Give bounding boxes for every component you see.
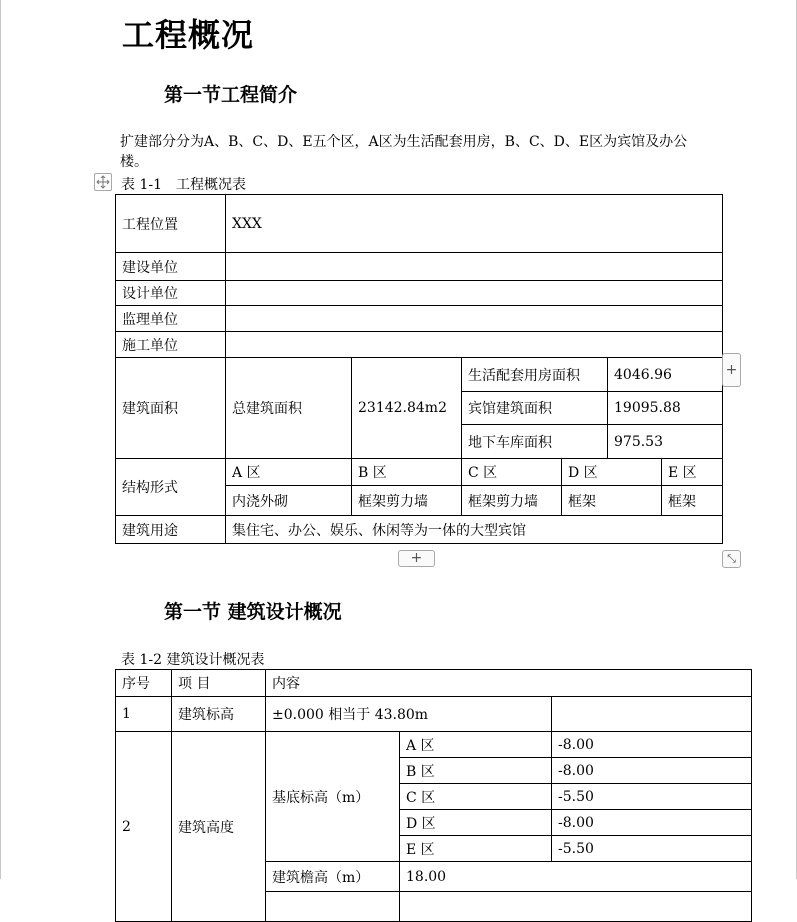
table-cell: -5.50 bbox=[552, 784, 752, 810]
table-cell: 框架 bbox=[562, 486, 662, 516]
table-cell: 结构形式 bbox=[116, 459, 226, 516]
table-cell: 建筑标高 bbox=[172, 697, 266, 732]
table-cell: 18.00 bbox=[400, 862, 752, 892]
table-cell: 建筑檐高（m） bbox=[266, 862, 400, 892]
table-cell: -8.00 bbox=[552, 810, 752, 836]
table-cell: 集住宅、办公、娱乐、休闲等为一体的大型宾馆 bbox=[226, 516, 723, 544]
table-cell: 项 目 bbox=[172, 670, 266, 697]
table-cell: 设计单位 bbox=[116, 281, 226, 306]
table-cell: 4046.96 bbox=[608, 358, 723, 392]
document-title: 工程概况 bbox=[122, 16, 255, 54]
resize-icon: ⤡ bbox=[727, 552, 736, 565]
table-cell: 监理单位 bbox=[116, 306, 226, 332]
table-cell: A 区 bbox=[226, 459, 352, 486]
table-cell: D 区 bbox=[562, 459, 662, 486]
table-cell: C 区 bbox=[462, 459, 562, 486]
table-cell: 19095.88 bbox=[608, 392, 723, 425]
section-heading: 第一节工程简介 bbox=[164, 84, 298, 106]
page-edge bbox=[0, 0, 1, 879]
table-cell: 序号 bbox=[116, 670, 172, 697]
table-cell: B 区 bbox=[352, 459, 462, 486]
design-overview-table bbox=[115, 669, 752, 922]
add-row-button[interactable]: + bbox=[398, 550, 435, 567]
table-cell: 建筑面积 bbox=[116, 358, 226, 459]
move-icon bbox=[95, 174, 111, 190]
table-cell: ±0.000 相当于 43.80m bbox=[266, 697, 552, 732]
table-cell: 框架剪力墙 bbox=[462, 486, 562, 516]
table-cell: D 区 bbox=[400, 810, 552, 836]
table-cell: 建筑高度 bbox=[172, 732, 266, 922]
table-cell: 总建筑面积 bbox=[226, 358, 352, 459]
project-overview-table bbox=[115, 194, 723, 544]
table-caption: 表 1-2 建筑设计概况表 bbox=[121, 652, 265, 668]
table-cell: 生活配套用房面积 bbox=[462, 358, 608, 392]
table-cell bbox=[226, 253, 723, 281]
table-cell: -8.00 bbox=[552, 732, 752, 758]
table-cell: 1 bbox=[116, 697, 172, 732]
table-cell: XXX bbox=[226, 195, 723, 253]
table-cell: 框架 bbox=[662, 486, 723, 516]
table-cell: E 区 bbox=[662, 459, 723, 486]
add-column-button[interactable]: + bbox=[722, 353, 741, 387]
table-cell: C 区 bbox=[400, 784, 552, 810]
table-cell: 建设单位 bbox=[116, 253, 226, 281]
table-cell bbox=[226, 281, 723, 306]
table-resize-handle[interactable] bbox=[722, 550, 741, 568]
table-cell: 975.53 bbox=[608, 425, 723, 459]
table-cell: -8.00 bbox=[552, 758, 752, 784]
table-cell: A 区 bbox=[400, 732, 552, 758]
table-cell: 基底标高（m） bbox=[266, 732, 400, 862]
table-cell bbox=[400, 892, 752, 922]
table-cell bbox=[552, 697, 752, 732]
table-cell: 施工单位 bbox=[116, 332, 226, 358]
table-cell: 2 bbox=[116, 732, 172, 922]
table-cell: E 区 bbox=[400, 836, 552, 862]
table-cell: 框架剪力墙 bbox=[352, 486, 462, 516]
section-heading: 第一节 建筑设计概况 bbox=[164, 601, 342, 623]
table-move-handle[interactable] bbox=[94, 173, 112, 191]
table-cell bbox=[226, 306, 723, 332]
table-cell: 内容 bbox=[266, 670, 752, 697]
table-cell: -5.50 bbox=[552, 836, 752, 862]
table-cell: 23142.84m2 bbox=[352, 358, 462, 459]
table-cell bbox=[266, 892, 400, 922]
table-cell: 内浇外砌 bbox=[226, 486, 352, 516]
intro-paragraph: 扩建部分分为A、B、C、D、E五个区，A区为生活配套用房，B、C、D、E区为宾馆及办公楼。 bbox=[120, 134, 688, 170]
table-caption: 表 1-1 工程概况表 bbox=[121, 177, 246, 193]
table-cell: 地下车库面积 bbox=[462, 425, 608, 459]
table-cell: B 区 bbox=[400, 758, 552, 784]
table-cell: 宾馆建筑面积 bbox=[462, 392, 608, 425]
table-cell: 建筑用途 bbox=[116, 516, 226, 544]
table-cell: 工程位置 bbox=[116, 195, 226, 253]
table-cell bbox=[226, 332, 723, 358]
